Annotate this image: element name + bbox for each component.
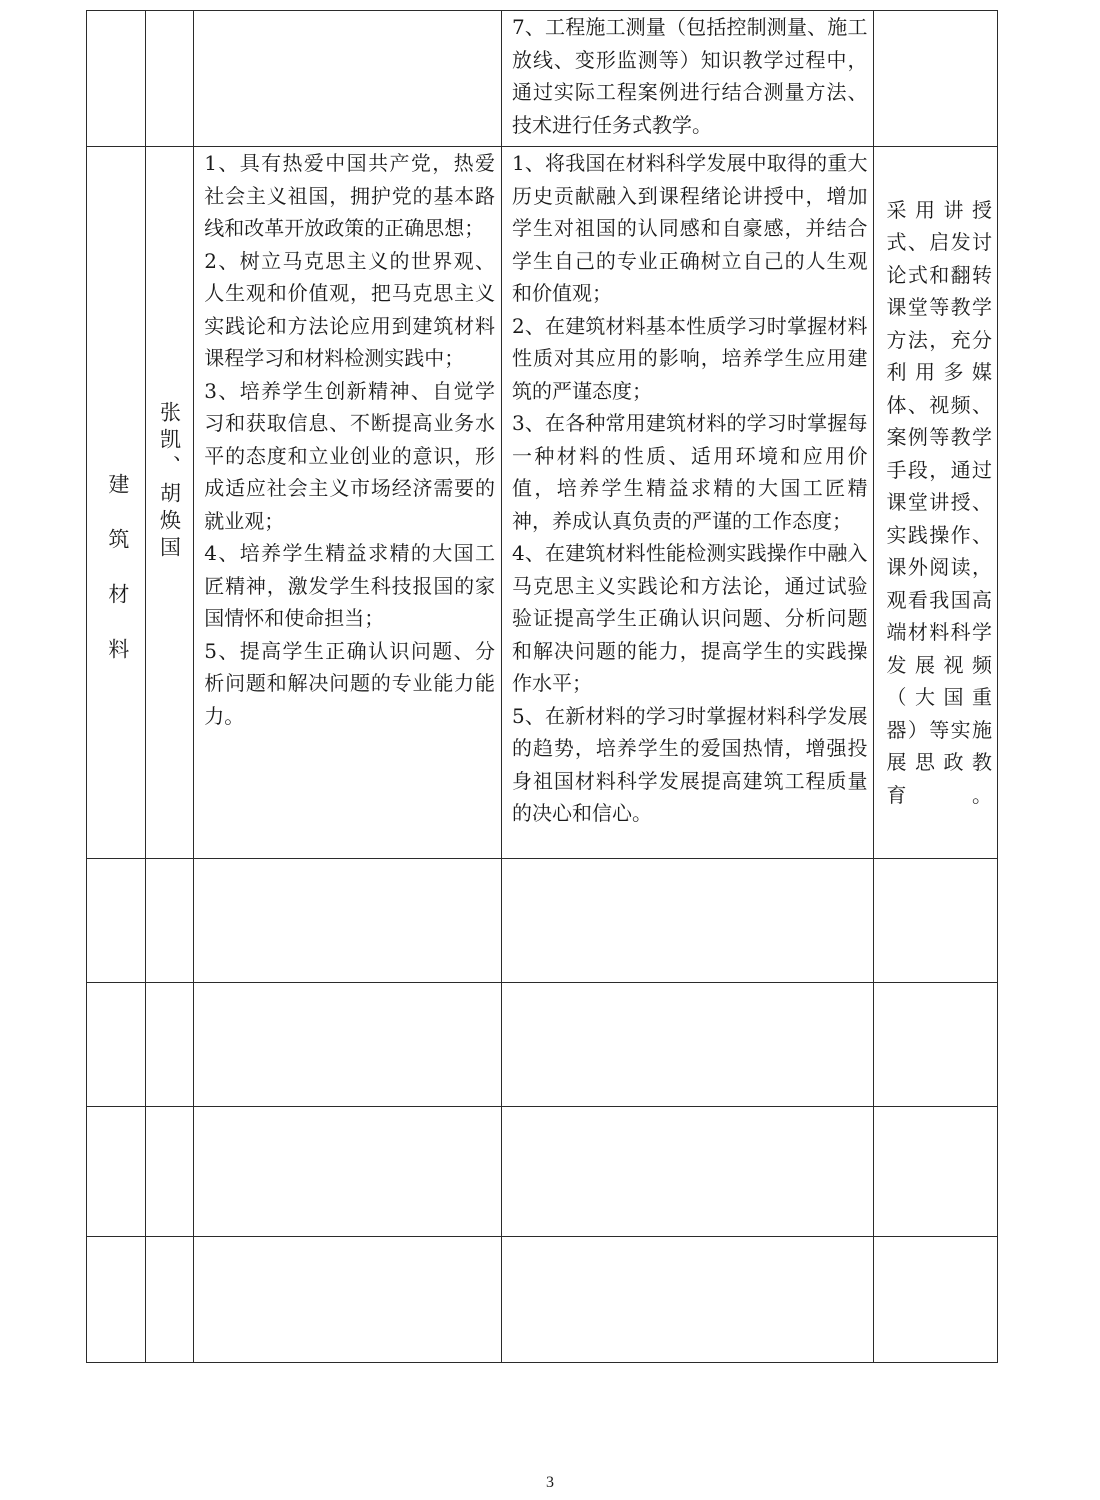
course-name: 建筑材料 [105, 472, 130, 693]
measure-text: 1、将我国在材料科学发展中取得的重大历史贡献融入到课程绪论讲授中，增加学生对祖国的认同感和自豪感，并结合学生自己的专业正确树立自己的人生观和价值观； 2、在建筑材料基本性质学习时掌握材料性质对其应用的影响，培养学生应用建筑的严谨态度； 3、在各种常用建筑材料的学习时掌握每一种材料的性质、适用环境和应用价值，培养学生精益求精的大国工匠精神，养成认真负责的严谨的工作态度； 4、在建筑材料性能检测实践操作中融入马克思主义实践论和方法论，通过试验验证提高学生正确认识问题、分析问题和解决问题的能力，提高学生的实践操作水平； 5、在新材料的学习时掌握材料科学发展的趋势，培养学生的爱国热情，增强投身祖国材料科学发展提高建筑工程质量的决心和信心。 [511, 151, 868, 825]
table-row-empty [87, 1237, 998, 1363]
method-cell-empty [874, 11, 998, 147]
goal-text: 1、具有热爱中国共产党，热爱社会主义祖国，拥护党的基本路线和改革开放政策的正确思想； 2、树立马克思主义的世界观、人生观和价值观，把马克思主义实践论和方法论应用到建筑材料课程学习和材料检测实践中； 3、培养学生创新精神、自觉学习和获取信息、不断提高业务水平的态度和立业创业的意识，形成适应社会主义市场经济需要的就业观； 4、培养学生精益求精的大国工匠精神，激发学生科技报国的家国情怀和使命担当； 5、提高学生正确认识问题、分析问题和解决问题的专业能力能力。 [204, 151, 495, 728]
table-row-empty [87, 1107, 998, 1237]
curriculum-table [86, 10, 998, 1363]
method-text: 采用讲授式、启发讨论式和翻转课堂等教学方法，充分利用多媒体、视频、案例等教学手段，通过课堂讲授、实践操作、课外阅读，观看我国高端材料科学发展视频（大国重器）等实施展思政教育。 [886, 197, 993, 807]
measure-cell [501, 147, 873, 859]
course-name-cell [87, 147, 146, 859]
course-cell-empty [87, 11, 146, 147]
teacher-cell [145, 147, 194, 859]
table-row-continued [87, 11, 998, 147]
goal-cell-empty [194, 11, 502, 147]
measure-text: 7、工程施工测量（包括控制测量、施工放线、变形监测等）知识教学过程中，通过实际工程案例进行结合测量方法、技术进行任务式教学。 [511, 15, 868, 137]
teacher-cell-empty [145, 11, 194, 147]
teacher-names: 张凯、胡焕国 [157, 401, 182, 563]
goal-cell [194, 147, 502, 859]
method-cell [874, 147, 998, 859]
page-number: 3 [546, 1474, 554, 1491]
table-row-empty [87, 859, 998, 983]
table-row-empty [87, 983, 998, 1107]
table-row-building-materials [87, 147, 998, 859]
measure-cell [501, 11, 873, 147]
